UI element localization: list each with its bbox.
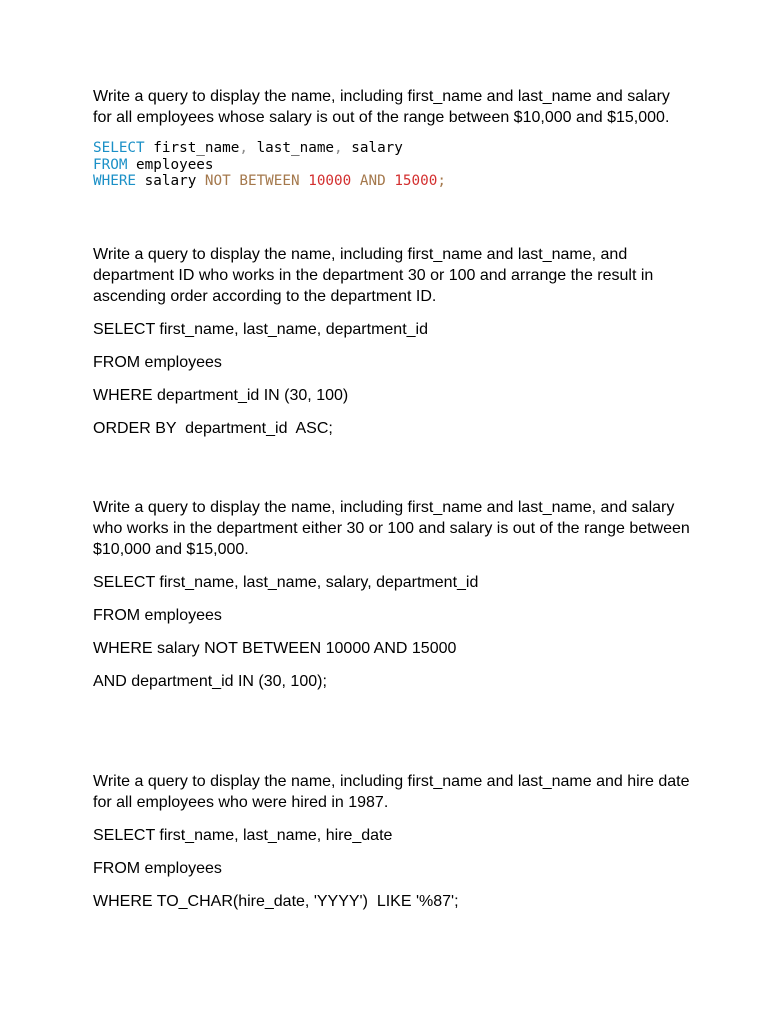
question-2-text: Write a query to display the name, including first_name and last_name, and department ID who works in the department 30 or 100 and arrange the result in ascending order according to the department ID.: [93, 245, 654, 305]
spacer: [93, 704, 693, 771]
code-line-select: [93, 140, 693, 157]
q2-sql-line: SELECT first_name, last_name, department_id: [93, 320, 428, 338]
comma-1: ,: [239, 140, 248, 156]
q3-sql-line: WHERE salary NOT BETWEEN 10000 AND 15000: [93, 639, 457, 657]
question-1-code-block: [93, 140, 693, 190]
spacer: [93, 190, 693, 244]
column-last-name: last_name: [256, 140, 335, 156]
question-2-section: [93, 244, 693, 439]
column-salary: salary: [351, 140, 403, 156]
from-keyword: FROM: [93, 156, 128, 173]
table-employees: employees: [136, 156, 214, 173]
low-value: 10000: [308, 173, 352, 189]
question-3-text: Write a query to display the name, including first_name and last_name, and salary who works in the department either 30 or 100 and salary is out of the range between $10,000 and $15,000.: [93, 498, 690, 558]
q2-sql-line: ORDER BY department_id ASC;: [93, 419, 333, 437]
where-column: salary: [144, 173, 197, 189]
document-page: [93, 86, 693, 924]
q4-sql-line: WHERE TO_CHAR(hire_date, 'YYYY') LIKE '%87';: [93, 892, 459, 910]
q4-sql-line: FROM employees: [93, 859, 222, 877]
comma-2: ,: [334, 140, 343, 156]
spacer: [93, 451, 693, 497]
and-keyword: AND: [359, 173, 386, 189]
semicolon: ;: [437, 173, 446, 189]
q3-sql-line: AND department_id IN (30, 100);: [93, 672, 327, 690]
q2-sql-line: FROM employees: [93, 353, 222, 371]
not-between-keyword: NOT BETWEEN: [204, 173, 300, 189]
question-1-text: Write a query to display the name, including first_name and last_name and salary for all employees whose salary is out of the range between $10,000 and $15,000.: [93, 88, 670, 126]
high-value: 15000: [394, 173, 438, 189]
code-line-from: [93, 157, 693, 174]
question-4-text: Write a query to display the name, including first_name and last_name and hire date for all employees who were hired in 1987.: [93, 772, 690, 811]
q3-sql-line: SELECT first_name, last_name, salary, department_id: [93, 573, 479, 591]
question-4-section: [93, 771, 693, 912]
question-1-section: [93, 86, 693, 190]
q3-sql-line: FROM employees: [93, 606, 222, 624]
question-3-section: [93, 497, 693, 692]
where-keyword: WHERE: [93, 173, 137, 189]
q2-sql-line: WHERE department_id IN (30, 100): [93, 386, 349, 404]
q4-sql-line: SELECT first_name, last_name, hire_date: [93, 826, 393, 844]
select-keyword: SELECT: [93, 140, 145, 156]
code-line-where: [93, 173, 693, 190]
column-first-name: first_name: [153, 140, 240, 156]
